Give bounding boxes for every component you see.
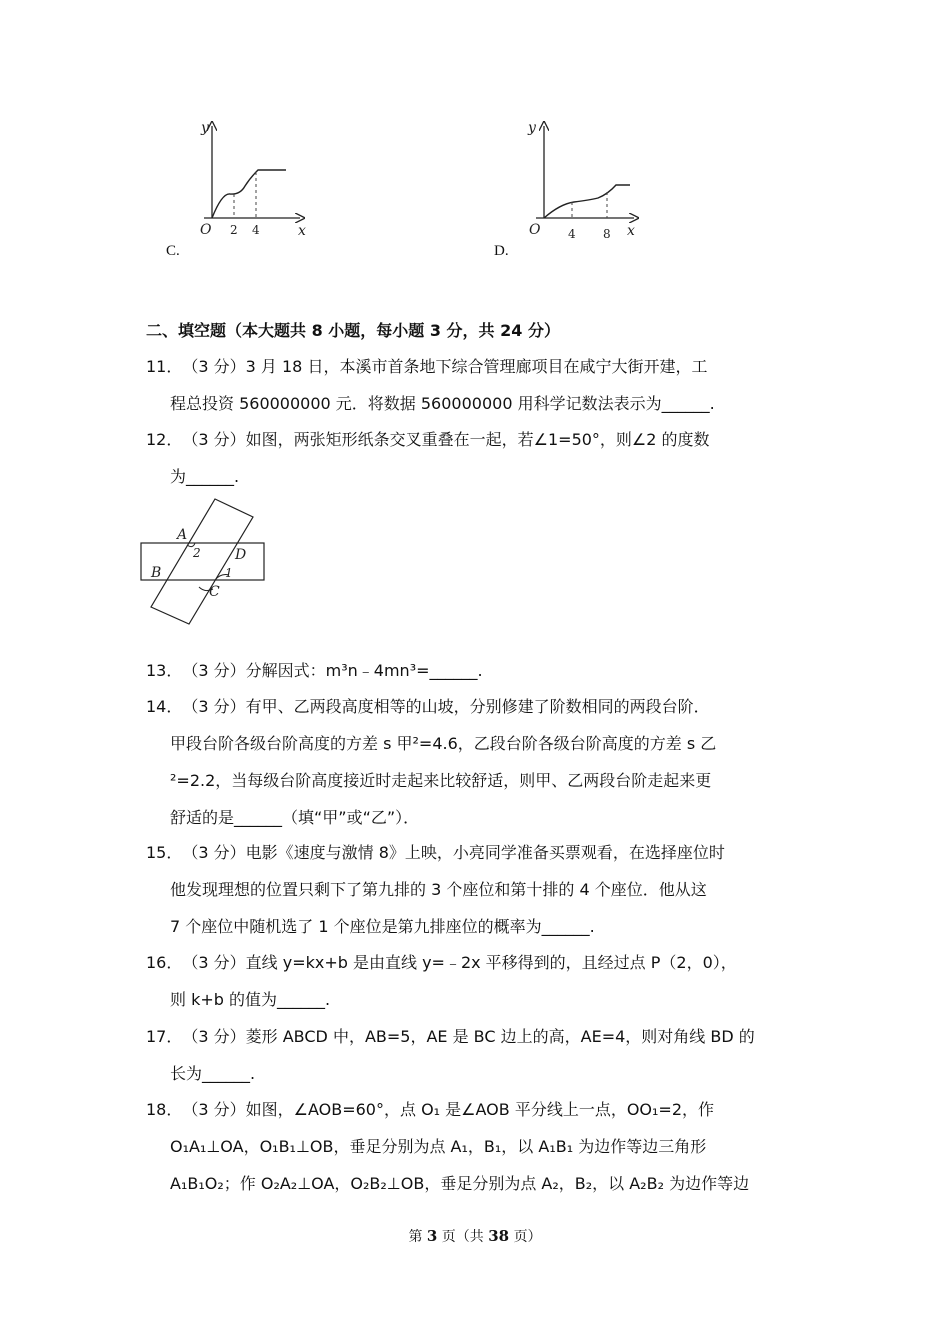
- figure-crossed-strips: [137, 497, 272, 631]
- question-number: 17．: [146, 1027, 183, 1046]
- option-d-label: D.: [494, 243, 509, 259]
- question-text: （3 分）分解因式：m³n﹣4mn³=______.: [182, 661, 483, 680]
- question-number: 12．: [146, 430, 183, 449]
- graph-c-origin: O: [200, 222, 212, 238]
- graph-d-origin: O: [529, 222, 541, 238]
- angle-1-label: 1: [225, 566, 233, 580]
- question-text: （3 分）如图，∠AOB=60°，点 O₁ 是∠AOB 平分线上一点，OO₁=2，作: [182, 1100, 715, 1119]
- graph-d-x-label: x: [627, 223, 635, 239]
- question-text: （3 分）直线 y=kx+b 是由直线 y=﹣2x 平移得到的，且经过点 P（2，0），: [182, 953, 737, 972]
- question-number: 13．: [146, 661, 183, 680]
- footer-page-number: 3: [426, 1227, 438, 1245]
- graph-c-y-label: y: [201, 120, 209, 136]
- question-12: [146, 421, 816, 495]
- question-text: 7 个座位中随机选了 1 个座位是第九排座位的概率为______.: [170, 917, 595, 936]
- graph-c-tick-1: 2: [230, 223, 238, 237]
- footer-prefix: 第: [408, 1229, 423, 1245]
- point-b-label: B: [151, 565, 162, 581]
- question-number: 18．: [146, 1100, 183, 1119]
- question-text: O₁A₁⊥OA，O₁B₁⊥OB，垂足分别为点 A₁，B₁，以 A₁B₁ 为边作等边三角形: [170, 1137, 707, 1156]
- graph-c-tick-2: 4: [252, 223, 260, 237]
- graph-d-tick-1: 4: [568, 227, 576, 240]
- question-text: ²=2.2，当每级台阶高度接近时走起来比较舒适，则甲、乙两段台阶走起来更: [170, 771, 712, 790]
- graph-d-tick-2: 8: [603, 227, 611, 240]
- graph-d-curve: [544, 185, 630, 218]
- question-text: （3 分）有甲、乙两段高度相等的山坡，分别修建了阶数相同的两段台阶．: [182, 697, 710, 716]
- graph-d-y-label: y: [528, 120, 536, 136]
- question-15: [146, 834, 816, 945]
- question-16: [146, 944, 816, 1018]
- question-11: [146, 348, 816, 422]
- angle-2-label: 2: [193, 546, 201, 560]
- question-18: [146, 1091, 816, 1202]
- question-text: 长为______.: [170, 1064, 256, 1083]
- question-text: （3 分）菱形 ABCD 中，AB=5，AE 是 BC 边上的高，AE=4，则对角线 BD 的: [182, 1027, 755, 1046]
- question-number: 11．: [146, 357, 183, 376]
- footer-mid: 页（共: [441, 1229, 484, 1245]
- footer-suffix: 页）: [513, 1229, 542, 1245]
- graph-d: [520, 118, 645, 240]
- question-text: 程总投资 560000000 元．将数据 560000000 用科学记数法表示为______.: [170, 394, 715, 413]
- graph-c-curve: [212, 170, 286, 218]
- point-c-label: C: [209, 584, 220, 600]
- question-text: （3 分）3 月 18 日，本溪市首条地下综合管理廊项目在咸宁大街开建，工: [182, 357, 708, 376]
- page-footer: [0, 1226, 950, 1246]
- point-d-label: D: [235, 547, 247, 563]
- question-text: 甲段台阶各级台阶高度的方差 s 甲²=4.6，乙段台阶各级台阶高度的方差 s 乙: [170, 734, 717, 753]
- point-a-label: A: [177, 527, 188, 543]
- question-17: [146, 1018, 816, 1092]
- question-13: [146, 652, 816, 689]
- question-text: （3 分）如图，两张矩形纸条交叉重叠在一起，若∠1=50°，则∠2 的度数: [182, 430, 710, 449]
- option-c-label: C.: [166, 243, 180, 259]
- question-text: 舒适的是______（填“甲”或“乙”）．: [170, 808, 420, 827]
- footer-total-pages: 38: [488, 1227, 510, 1245]
- question-number: 15．: [146, 843, 183, 862]
- question-text: 则 k+b 的值为______.: [170, 990, 331, 1009]
- question-number: 16．: [146, 953, 183, 972]
- question-text: 他发现理想的位置只剩下了第九排的 3 个座位和第十排的 4 个座位．他从这: [170, 880, 707, 899]
- graph-c: [188, 118, 313, 240]
- question-text: （3 分）电影《速度与激情 8》上映，小亮同学准备买票观看，在选择座位时: [182, 843, 725, 862]
- question-14: [146, 688, 816, 836]
- question-number: 14．: [146, 697, 183, 716]
- graph-c-x-label: x: [298, 223, 306, 239]
- question-text: A₁B₁O₂；作 O₂A₂⊥OA，O₂B₂⊥OB，垂足分别为点 A₂，B₂，以 A₂B₂ 为边作等边: [170, 1174, 750, 1193]
- section-title: 二、填空题（本大题共 8 小题，每小题 3 分，共 24 分）: [146, 321, 560, 340]
- question-text: 为______.: [170, 467, 240, 486]
